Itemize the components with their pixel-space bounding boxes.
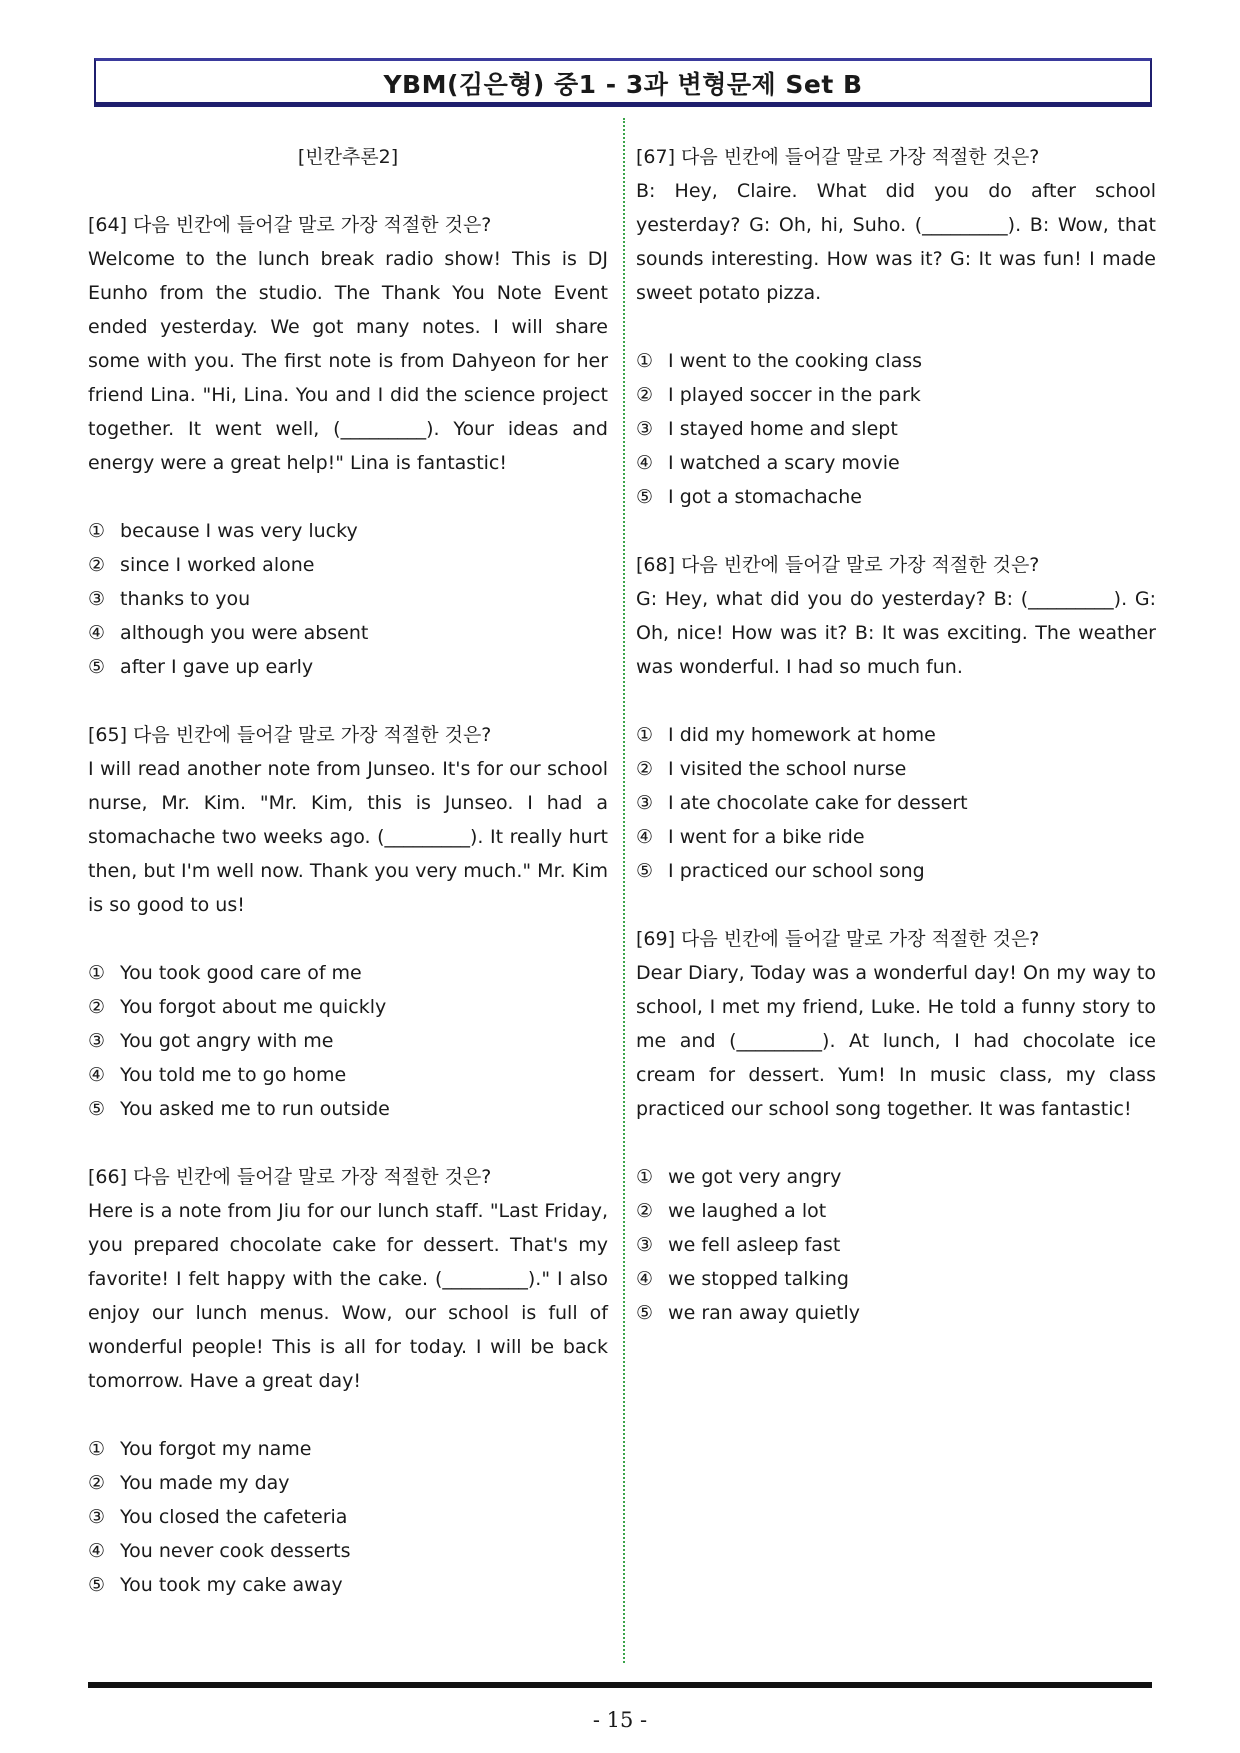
choice-item[interactable]: ① because I was very lucky (88, 520, 358, 542)
choice-item[interactable]: ③ You got angry with me (88, 1030, 334, 1052)
question-passage: Welcome to the lunch break radio show! This is DJ Eunho from the studio. The Thank You Note Event ended yesterday. We got many notes. I will share some with you. The first note is from Dahyeon for her friend Lina. "Hi, Lina. You and I did the science project together. It went well, (_________). Your ideas and energy were a great help!" Lina is fantastic! (88, 248, 608, 474)
choice-item[interactable]: ① I went to the cooking class (636, 350, 923, 372)
question-passage: G: Hey, what did you do yesterday? B: (_________). G: Oh, nice! How was it? B: It was exciting. The weather was wonderful. I had so much fun. (636, 588, 1156, 678)
page-number: - 15 - (592, 1708, 648, 1732)
question-heading: [66] 다음 빈칸에 들어갈 말로 가장 적절한 것은? (88, 1166, 492, 1188)
left-column (88, 140, 608, 1636)
choice-item[interactable]: ⑤ You took my cake away (88, 1574, 343, 1596)
question-64 (88, 208, 608, 684)
column-divider (623, 118, 625, 1663)
choice-item[interactable]: ④ we stopped talking (636, 1268, 849, 1290)
section-label: [빈칸추론2] (297, 146, 399, 168)
question-66 (88, 1160, 608, 1602)
choice-item[interactable]: ③ we fell asleep fast (636, 1234, 841, 1256)
choice-item[interactable]: ② we laughed a lot (636, 1200, 827, 1222)
choice-item[interactable]: ⑤ I got a stomachache (636, 486, 862, 508)
choice-item[interactable]: ② You made my day (88, 1472, 290, 1494)
question-passage: Dear Diary, Today was a wonderful day! On my way to school, I met my friend, Luke. He told a funny story to me and (_________). At lunch, I had chocolate ice cream for dessert. Yum! In music class, my class practiced our school song together. It was fantastic! (636, 962, 1156, 1120)
choice-list (636, 344, 1156, 514)
title-underline (94, 103, 1152, 107)
choice-list (636, 1160, 1156, 1330)
choice-item[interactable]: ④ I went for a bike ride (636, 826, 865, 848)
question-65 (88, 718, 608, 1126)
choice-item[interactable]: ① I did my homework at home (636, 724, 936, 746)
question-heading: [68] 다음 빈칸에 들어갈 말로 가장 적절한 것은? (636, 554, 1040, 576)
choice-item[interactable]: ⑤ You asked me to run outside (88, 1098, 390, 1120)
question-passage: B: Hey, Claire. What did you do after school yesterday? G: Oh, hi, Suho. (_________). B: Wow, that sounds interesting. How was it? G: It was fun! I made sweet potato pizza. (636, 180, 1156, 304)
choice-item[interactable]: ④ You never cook desserts (88, 1540, 351, 1562)
choice-item[interactable]: ⑤ we ran away quietly (636, 1302, 861, 1324)
question-passage: Here is a note from Jiu for our lunch staff. "Last Friday, you prepared chocolate cake for dessert. That's my favorite! I felt happy with the cake. (_________)." I also enjoy our lunch menus. Wow, our school is full of wonderful people! This is all for today. I will be back tomorrow. Have a great day! (88, 1200, 608, 1392)
choice-item[interactable]: ② since I worked alone (88, 554, 315, 576)
header-title-box (94, 58, 1152, 107)
question-heading: [65] 다음 빈칸에 들어갈 말로 가장 적절한 것은? (88, 724, 492, 746)
page-title: YBM(김은형) 중1 - 3과 변형문제 Set B (383, 70, 863, 99)
choice-list (636, 718, 1156, 888)
choice-item[interactable]: ③ I stayed home and slept (636, 418, 898, 440)
choice-item[interactable]: ① You forgot my name (88, 1438, 312, 1460)
choice-list (88, 1432, 608, 1602)
choice-item[interactable]: ④ although you were absent (88, 622, 369, 644)
choice-item[interactable]: ② I played soccer in the park (636, 384, 921, 406)
choice-item[interactable]: ③ thanks to you (88, 588, 251, 610)
choice-list (88, 514, 608, 684)
choice-item[interactable]: ② You forgot about me quickly (88, 996, 387, 1018)
question-67 (636, 140, 1156, 514)
choice-item[interactable]: ① You took good care of me (88, 962, 362, 984)
choice-item[interactable]: ③ I ate chocolate cake for dessert (636, 792, 968, 814)
choice-item[interactable]: ④ You told me to go home (88, 1064, 347, 1086)
footer-rule (88, 1682, 1152, 1688)
question-heading: [64] 다음 빈칸에 들어갈 말로 가장 적절한 것은? (88, 214, 492, 236)
choice-item[interactable]: ④ I watched a scary movie (636, 452, 900, 474)
choice-item[interactable]: ⑤ I practiced our school song (636, 860, 925, 882)
choice-item[interactable]: ③ You closed the cafeteria (88, 1506, 348, 1528)
choice-list (88, 956, 608, 1126)
choice-item[interactable]: ① we got very angry (636, 1166, 842, 1188)
right-column (636, 140, 1156, 1364)
question-heading: [69] 다음 빈칸에 들어갈 말로 가장 적절한 것은? (636, 928, 1040, 950)
choice-item[interactable]: ② I visited the school nurse (636, 758, 907, 780)
question-69 (636, 922, 1156, 1330)
question-68 (636, 548, 1156, 888)
question-passage: I will read another note from Junseo. It's for our school nurse, Mr. Kim. "Mr. Kim, this is Junseo. I had a stomachache two weeks ago. (_________). It really hurt then, but I'm well now. Thank you very much." Mr. Kim is so good to us! (88, 758, 608, 916)
choice-item[interactable]: ⑤ after I gave up early (88, 656, 314, 678)
question-heading: [67] 다음 빈칸에 들어갈 말로 가장 적절한 것은? (636, 146, 1040, 168)
